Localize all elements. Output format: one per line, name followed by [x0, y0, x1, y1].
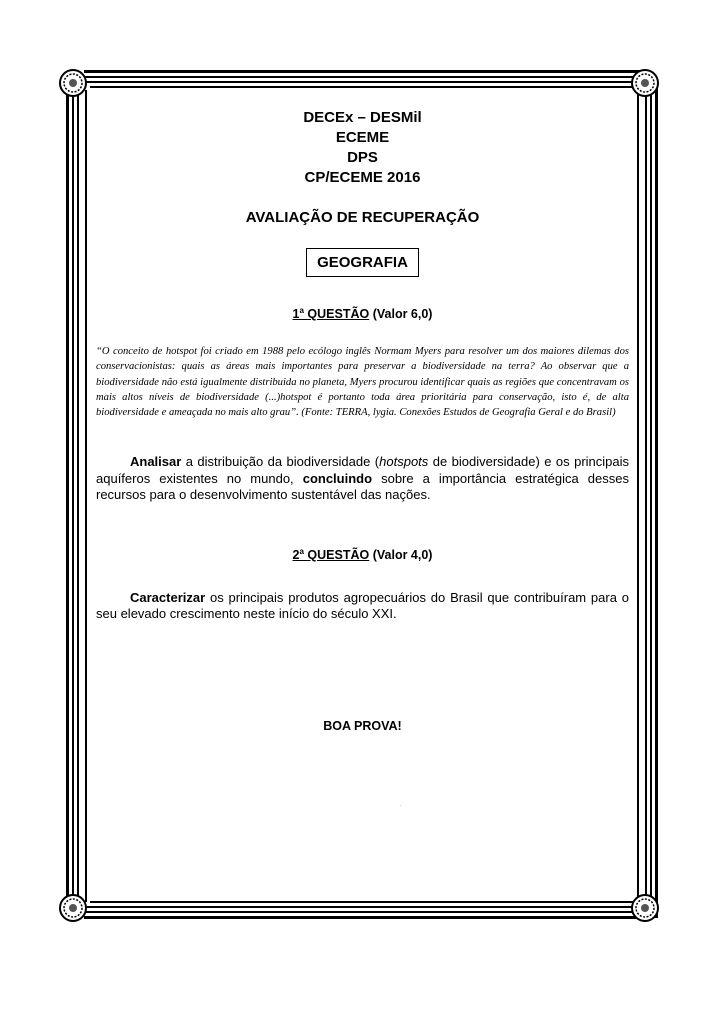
subject-wrapper [96, 248, 629, 277]
border-bottom-line-3 [84, 911, 642, 913]
border-left-line-2 [72, 86, 74, 918]
question-1-quote: “O conceito de hotspot foi criado em 1988 pelo ecólogo inglês Normam Myers para resolver um dos maiores dilemas dos conservacionistas: quais as áreas mais importantes para preservar a biodiversidade na terra? Ao observar que a biodiversidade não está igualmente distribuida no planeta, Myers procurou identificar quais as regiões que concentravam os mais altos níveis de biodiversidade (...)hotspot é portanto toda área prioritária para conservação, isto é, de alta biodiversidade e ameaçada no mais alto grau”. (Fonte: TERRA, lygia. Conexões Estudos de Geografia Geral e do Brasil) [96, 346, 629, 418]
assessment-title: AVALIAÇÃO DE RECUPERAÇÃO [245, 209, 480, 226]
header-line-1: DECEx – DESMil [303, 109, 422, 126]
closing-message: BOA PROVA! [323, 718, 402, 733]
header-line-4: CP/ECEME 2016 [304, 169, 421, 186]
question-1-text-b: de biodiversidade) e os principais aquíferos existentes no mundo, [96, 454, 630, 486]
question-2-verb-caracterizar: Caracterizar [130, 589, 206, 605]
border-left-line-4 [85, 90, 87, 902]
corner-ornament-bottom-left-icon [58, 893, 88, 923]
border-top-line-2 [84, 76, 642, 78]
question-1-statement [96, 454, 629, 504]
border-right-line-4 [655, 86, 658, 918]
corner-ornament-bottom-right-icon [630, 893, 660, 923]
subject-box: GEOGRAFIA [306, 248, 419, 277]
header-line-2: ECEME [335, 129, 390, 146]
corner-ornament-top-left-icon [58, 68, 88, 98]
header-line-3: DPS [347, 149, 378, 166]
question-1-ordinal: a [299, 306, 304, 315]
border-right-line-1 [637, 90, 639, 902]
question-1-term-hotspots: hotspots [379, 454, 429, 470]
border-left-line-1 [66, 86, 69, 918]
border-bottom-line-2 [84, 906, 642, 908]
question-2-number: 2 [292, 547, 300, 562]
question-2-label: QUESTÃO [307, 547, 370, 562]
border-top-line-1 [84, 70, 642, 73]
question-1-verb-analisar: Analisar [130, 454, 182, 470]
question-2-value: (Valor 4,0) [372, 547, 433, 562]
border-left-line-3 [77, 86, 79, 918]
question-1-value: (Valor 6,0) [372, 307, 433, 322]
border-right-line-2 [645, 86, 647, 918]
page-content [96, 96, 629, 733]
border-bottom-line-1 [90, 901, 636, 903]
question-1-verb-concluindo: concluindo [302, 470, 373, 486]
corner-ornament-top-right-icon [630, 68, 660, 98]
question-1-heading [96, 306, 629, 321]
question-2-text: os principais produtos agropecuários do Brasil que contribuíram para o seu elevado crescimento neste início do século XXI. [96, 589, 629, 622]
question-2-heading [96, 547, 629, 562]
question-1-text-a: a distribuição da biodiversidade ( [181, 454, 380, 470]
question-1-label: QUESTÃO [307, 307, 370, 322]
question-2-statement [96, 590, 629, 623]
question-2-ordinal: a [299, 546, 304, 556]
stray-mark: . [400, 802, 402, 808]
border-top-line-4 [90, 86, 636, 88]
document-header [96, 108, 629, 188]
border-bottom-line-4 [84, 916, 642, 919]
question-1-number: 1 [292, 307, 300, 322]
border-right-line-3 [650, 86, 652, 918]
border-top-line-3 [84, 81, 642, 83]
question-1-text-c: sobre a importância estratégica desses recursos para o desenvolvimento sustentável das nações. [96, 470, 629, 503]
